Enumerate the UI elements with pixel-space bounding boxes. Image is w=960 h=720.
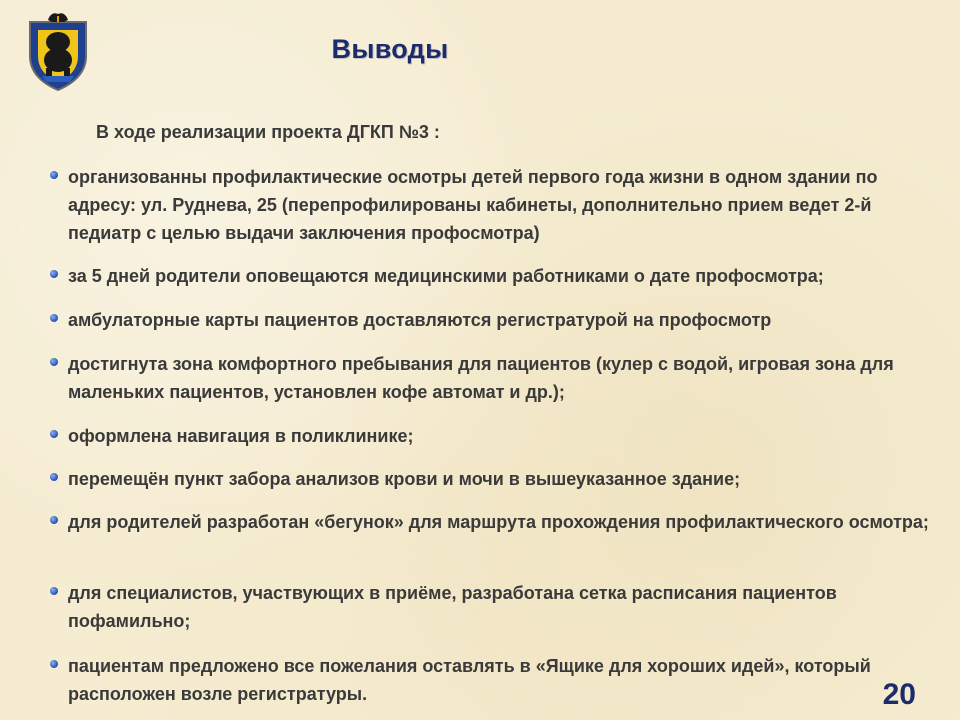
bullet-dot-icon <box>50 270 58 278</box>
list-item <box>68 306 938 334</box>
bullet-dot-icon <box>50 430 58 438</box>
list-item-text: оформлена навигация в поликлинике; <box>68 426 414 446</box>
bullet-dot-icon <box>50 660 58 668</box>
bullet-dot-icon <box>50 516 58 524</box>
intro-text: В ходе реализации проекта ДГКП №3 : <box>96 122 440 142</box>
bullet-dot-icon <box>50 171 58 179</box>
list-item <box>68 163 938 247</box>
bullet-dot-icon <box>50 473 58 481</box>
list-item-text: достигнута зона комфортного пребывания для пациентов (кулер с водой, игровая зона для маленьких пациентов, установлен кофе автомат и др.); <box>68 354 894 402</box>
list-item <box>68 579 938 635</box>
list-item-text: за 5 дней родители оповещаются медицинскими работниками о дате профосмотра; <box>68 266 824 286</box>
list-item <box>68 262 938 290</box>
slide-title: Выводы <box>331 34 449 64</box>
bullet-dot-icon <box>50 587 58 595</box>
list-item-text: амбулаторные карты пациентов доставляются регистратурой на профосмотр <box>68 310 772 330</box>
list-item <box>68 350 938 406</box>
list-item-text: пациентам предложено все пожелания оставлять в «Ящике для хороших идей», который расположен возле регистратуры. <box>68 656 871 704</box>
list-item <box>68 652 938 708</box>
list-item <box>68 422 938 450</box>
list-item-text: перемещён пункт забора анализов крови и мочи в вышеуказанное здание; <box>68 469 741 489</box>
list-item <box>68 465 938 493</box>
bullet-dot-icon <box>50 358 58 366</box>
list-item-text: для родителей разработан «бегунок» для маршрута прохождения профилактического осмотра; <box>68 512 929 532</box>
bullet-dot-icon <box>50 314 58 322</box>
list-item-text: для специалистов, участвующих в приёме, разработана сетка расписания пациентов пофамильно; <box>68 583 837 631</box>
page-number: 20 <box>882 678 916 711</box>
list-item-text: организованны профилактические осмотры детей первого года жизни в одном здании по адресу: ул. Руднева, 25 (перепрофилированы кабинеты, дополнительно прием ведет 2-й педиатр с целью выдачи заключения профосмотра) <box>68 167 878 243</box>
list-item <box>68 508 938 536</box>
